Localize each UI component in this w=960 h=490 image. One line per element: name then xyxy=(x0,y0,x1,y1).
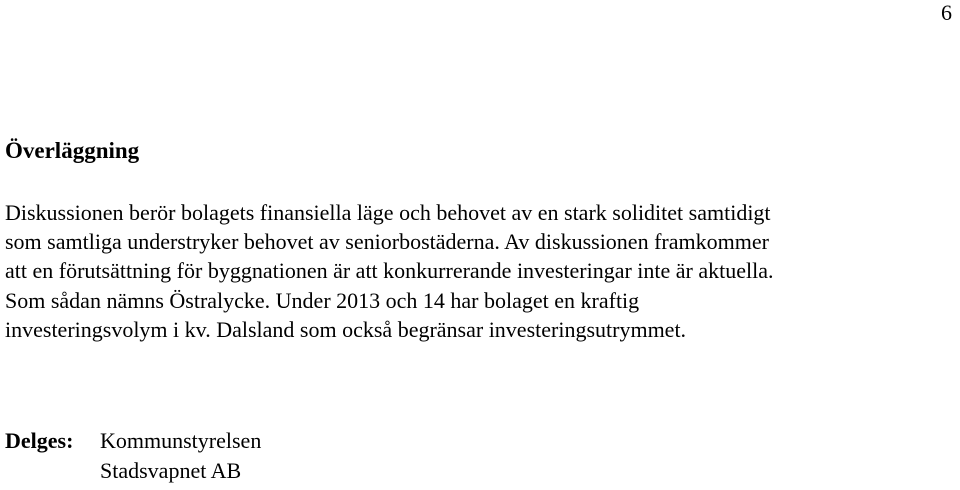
discussion-paragraph xyxy=(5,198,955,344)
distribution-row xyxy=(5,456,261,486)
distribution-recipient: Stadsvapnet AB xyxy=(100,458,242,483)
paragraph-line: Diskussionen berör bolagets finansiella läge och behovet av en stark soliditet samtidigt xyxy=(5,200,771,225)
distribution-label: Delges: xyxy=(5,428,74,453)
distribution-block xyxy=(5,426,261,486)
distribution-recipient: Kommunstyrelsen xyxy=(100,428,262,453)
distribution-row xyxy=(5,426,261,456)
paragraph-line: investeringsvolym i kv. Dalsland som också begränsar investeringsutrymmet. xyxy=(5,316,687,342)
paragraph-line: att en förutsättning för byggnationen är att konkurrerande investeringar inte är aktuella. xyxy=(5,258,774,284)
distribution-label-spacer xyxy=(5,456,100,486)
paragraph-line: som samtliga understryker behovet av seniorbostäderna. Av diskussionen framkommer xyxy=(5,229,769,255)
page-number: 6 xyxy=(941,0,952,25)
paragraph-line: Som sådan nämns Östralycke. Under 2013 och 14 har bolaget en kraftig xyxy=(5,287,640,313)
section-heading: Överläggning xyxy=(5,138,140,163)
